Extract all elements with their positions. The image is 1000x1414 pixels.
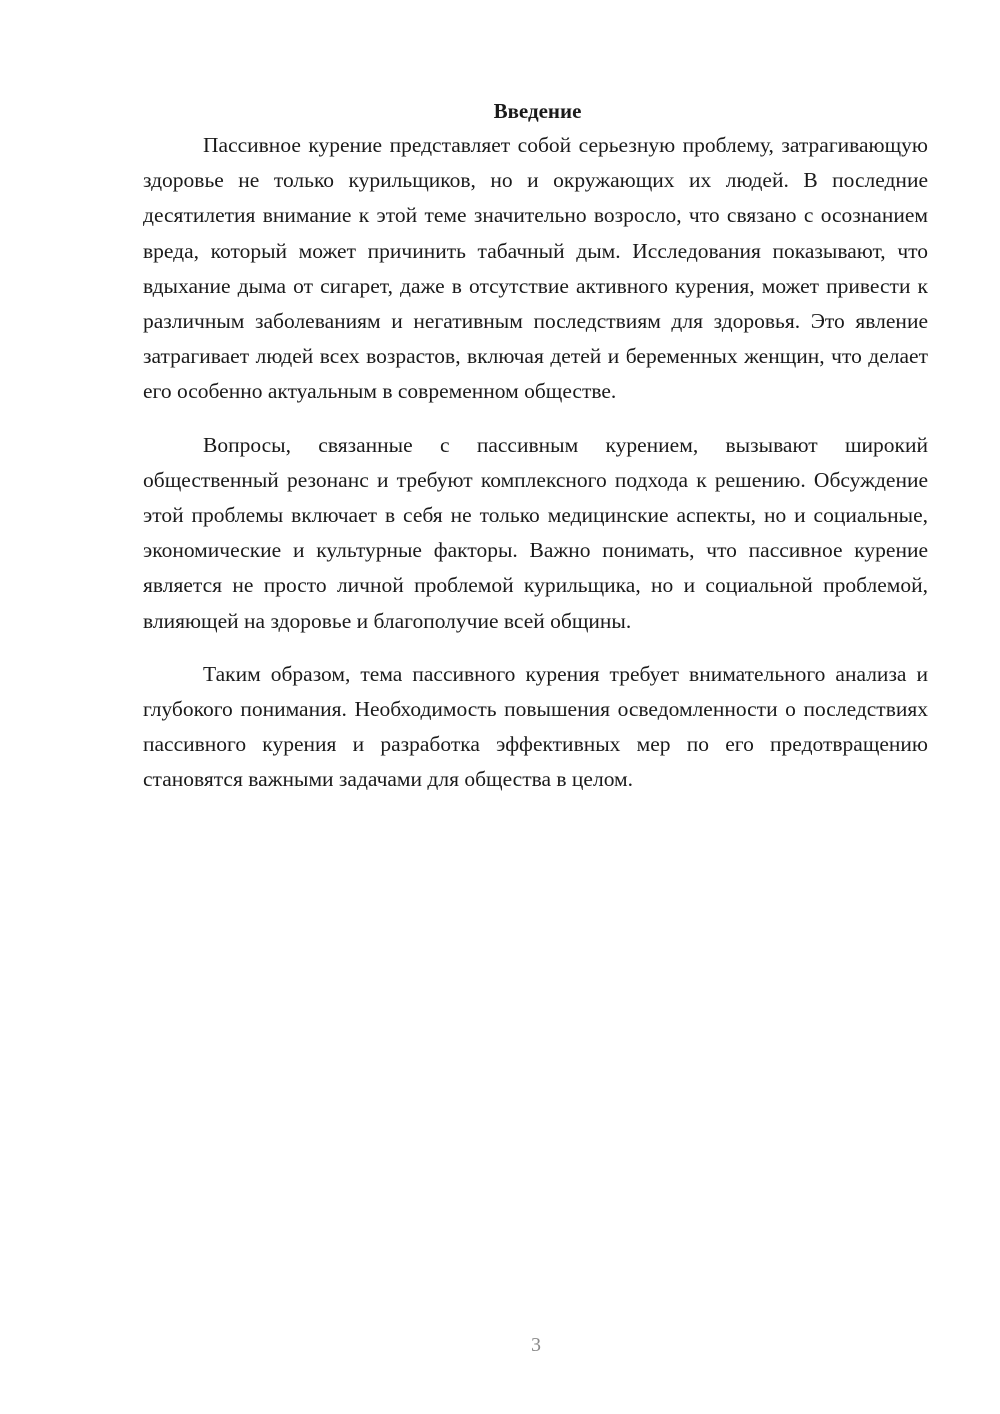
- paragraph-1: Пассивное курение представляет собой серьезную проблему, затрагивающую здоровье не только курильщиков, но и окружающих их людей. В последние десятилетия внимание к этой теме значительно возросло, что связано с осознанием вреда, который может причинить табачный дым. Исследования показывают, что вдыхание дыма от сигарет, даже в отсутствие активного курения, может привести к различным заболеваниям и негативным последствиям для здоровья. Это явление затрагивает людей всех возрастов, включая детей и беременных женщин, что делает его особенно актуальным в современном обществе.: [143, 133, 928, 404]
- page-number: 3: [531, 1334, 541, 1356]
- section-heading: Введение: [493, 99, 582, 123]
- paragraph-3: Таким образом, тема пассивного курения требует внимательного анализа и глубокого понимания. Необходимость повышения осведомленности о последствиях пассивного курения и разработка эффективных мер по его предотвращению становятся важными задачами для общества в целом.: [143, 661, 928, 792]
- document-body: [143, 96, 928, 816]
- paragraph-2: Вопросы, связанные с пассивным курением, вызывают широкий общественный резонанс и требуют комплексного подхода к решению. Обсуждение этой проблемы включает в себя не только медицинские аспекты, но и социальные, экономические и культурные факторы. Важно понимать, что пассивное курение является не просто личной проблемой курильщика, но и социальной проблемой, влияющей на здоровье и благополучие всей общины.: [143, 432, 928, 633]
